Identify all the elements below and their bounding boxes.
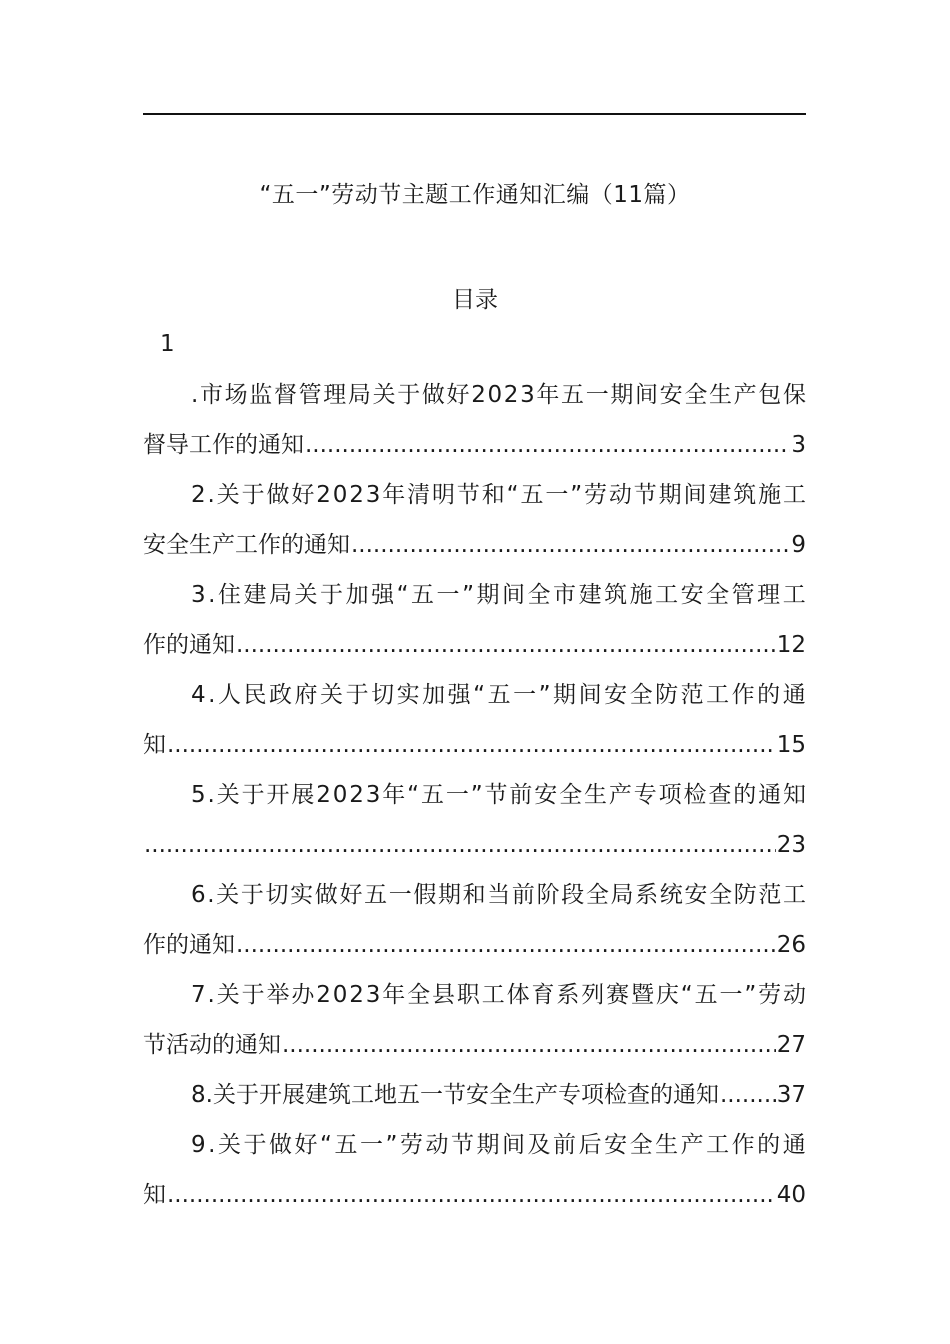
toc-char: 于 [240,882,264,908]
toc-char: 间 [502,1132,526,1158]
toc-char: 安 [684,882,708,908]
toc-char: 生 [583,782,607,808]
toc-char: “ [473,682,486,708]
toc-char: 2 [316,482,331,508]
toc-char: 查 [708,782,732,808]
toc-char: 建 [578,582,602,608]
toc-char: 一 [719,982,743,1008]
toc-char: . [207,782,215,808]
toc-char: 于 [243,1132,267,1158]
toc-entry-4-line2[interactable] [143,727,806,763]
toc-char: 2 [316,782,331,808]
toc-char: 节 [484,782,508,808]
toc-char: 的 [733,782,757,808]
toc-char: 4 [191,682,206,708]
toc-page-number: 27 [776,1032,806,1058]
toc-char: 于 [320,582,344,608]
toc-entry-1-line1[interactable] [143,377,806,413]
toc-char: 工 [706,1132,730,1158]
toc-heading: 目录 [452,287,498,313]
toc-char: 范 [680,682,704,708]
toc-char: 工 [782,882,806,908]
toc-char: 2 [349,482,364,508]
toc-char: ” [462,582,474,608]
toc-char: . [191,382,199,408]
toc-char: 2 [349,982,364,1008]
toc-char: 6 [191,882,206,908]
toc-leader-dots [351,527,790,563]
toc-entry-2-line1[interactable] [143,477,806,513]
toc-char: 一 [445,782,469,808]
toc-char: 安 [659,382,683,408]
toc-char: 间 [683,482,707,508]
toc-char: 动 [425,1132,449,1158]
toc-char: 关 [216,982,240,1008]
toc-entry-9-line1[interactable] [143,1127,806,1163]
toc-entry-6-line2[interactable] [143,927,806,963]
toc-char: 切 [371,682,395,708]
toc-char: “ [680,982,693,1008]
toc-char: 劳 [399,1132,423,1158]
toc-char: 政 [269,682,293,708]
toc-char: 2 [349,782,364,808]
toc-char: 一 [545,482,569,508]
toc-entry-7-line1[interactable] [143,977,806,1013]
toc-char: 全 [407,982,431,1008]
toc-char: ” [538,682,551,708]
toc-char: 期 [610,382,634,408]
toc-char: . [208,1132,216,1158]
toc-char: 劳 [583,482,607,508]
toc-char: 庆 [655,982,679,1008]
toc-char: 市 [199,382,223,408]
toc-char: 于 [241,982,265,1008]
toc-char: 清 [407,482,431,508]
toc-char: 建 [708,482,732,508]
toc-entry-title-cont: 安全生产工作的通知 [143,532,350,558]
toc-char: 实 [396,682,420,708]
toc-char: 和 [481,482,505,508]
toc-leader-dots [236,627,776,663]
toc-char: 好 [294,1132,318,1158]
toc-char: 防 [733,882,757,908]
toc-char: 暨 [631,982,655,1008]
toc-char: 理 [757,582,781,608]
toc-char: 关 [372,382,396,408]
toc-entry-title-cont: 作的通知 [143,632,235,658]
toc-char: 期 [553,682,577,708]
toc-char: 3 [365,982,381,1008]
toc-char: ” [570,482,583,508]
toc-entry-6-line1[interactable] [143,877,806,913]
toc-char: 于 [345,682,369,708]
toc-char: 安 [604,1132,628,1158]
toc-entry-7-line2[interactable] [143,1027,806,1063]
toc-char: ” [744,982,757,1008]
toc-entry-2-line2[interactable] [143,527,806,563]
toc-char: 强 [371,582,395,608]
toc-char: 关 [320,682,344,708]
toc-char: 假 [413,882,437,908]
toc-page-number: 26 [776,932,806,958]
toc-char: 全 [629,1132,653,1158]
toc-char: 县 [432,982,456,1008]
toc-char: 0 [332,982,348,1008]
toc-page-number: 3 [791,432,806,458]
toc-page-number: 15 [776,732,806,758]
toc-char: 安 [680,582,704,608]
toc-entry-title-cont: 督导工作的通知 [143,432,304,458]
toc-char: 系 [556,982,580,1008]
toc-char: 强 [447,682,471,708]
toc-char: 府 [294,682,318,708]
toc-char: 全 [706,582,730,608]
toc-char: 全 [559,782,583,808]
header-rule [143,113,806,115]
toc-char: 3 [191,582,206,608]
toc-char: 工 [782,582,806,608]
toc-leader-dots [305,427,790,463]
toc-char: 动 [608,482,632,508]
toc-entry-title-cont: 作的通知 [143,932,235,958]
toc-char: 场 [224,382,248,408]
toc-char: 年 [382,482,406,508]
toc-leader-dots [167,1177,776,1213]
toc-char: 0 [332,782,348,808]
toc-entry-5-line1[interactable] [143,777,806,813]
toc-char: 产 [608,782,632,808]
toc-char: 期 [658,482,682,508]
toc-char: . [207,982,215,1008]
toc-char: 工 [782,482,806,508]
toc-char: 9 [191,1132,206,1158]
toc-leader-dots [720,1077,776,1113]
toc-char: 展 [291,782,315,808]
toc-char: 工 [655,582,679,608]
toc-char: 于 [241,782,265,808]
toc-char: 节 [450,1132,474,1158]
toc-char: 五 [420,782,444,808]
toc-char: 一 [360,1132,383,1158]
toc-char: 育 [531,982,555,1008]
toc-char: 3 [365,482,381,508]
toc-char: 年 [382,782,406,808]
toc-char: 保 [782,382,806,408]
toc-page-number: 40 [776,1182,806,1208]
toc-char: 局 [269,582,293,608]
toc-char: 项 [658,782,682,808]
toc-char: 节 [633,482,657,508]
toc-entry-4-line1[interactable] [143,677,806,713]
toc-char: “ [407,782,420,808]
toc-char: 和 [462,882,486,908]
toc-char: . [207,482,215,508]
toc-char: 3 [365,782,381,808]
toc-char: 全 [684,382,708,408]
toc-char: 阶 [536,882,560,908]
toc-char: 办 [291,982,315,1008]
toc-char: 当 [487,882,511,908]
toc-char: 市 [553,582,577,608]
toc-char: 全 [629,682,653,708]
toc-char: 2 [316,982,331,1008]
toc-char: 5 [191,782,206,808]
toc-char: 局 [610,882,634,908]
toc-char: 管 [731,582,755,608]
toc-char: “ [506,482,519,508]
toc-char: 赛 [606,982,630,1008]
toc-entry-8-line1[interactable] [143,1077,806,1113]
toc-char: 开 [266,782,290,808]
toc-char: 间 [578,682,602,708]
toc-char: 关 [216,882,240,908]
toc-char: 检 [683,782,707,808]
toc-char: 于 [241,482,265,508]
toc-char: 做 [269,1132,293,1158]
toc-char: 专 [633,782,657,808]
toc-char: 切 [265,882,289,908]
toc-entry-title-cont: 知 [143,1182,166,1208]
toc-char: 的 [757,682,781,708]
toc-char: 通 [782,1132,806,1158]
toc-char: 范 [758,882,782,908]
toc-char: 系 [635,882,659,908]
toc-char: 工 [481,982,505,1008]
toc-char: 作 [731,682,755,708]
toc-entry-9-line2[interactable] [143,1177,806,1213]
toc-char: 一 [388,882,412,908]
toc-char: 期 [476,1132,500,1158]
toc-char: . [208,682,216,708]
toc-char: 明 [432,482,456,508]
toc-char: . [208,582,216,608]
toc-char: 一 [585,382,609,408]
toc-char: 劳 [758,982,782,1008]
toc-char: 工 [706,682,730,708]
toc-char: ” [385,1132,398,1158]
toc-char: 民 [243,682,267,708]
toc-char: 年 [536,382,560,408]
toc-char: 好 [446,382,470,408]
toc-char: 全 [527,582,551,608]
toc-char: 做 [266,482,290,508]
toc-char: 管 [298,382,322,408]
toc-char: 统 [659,882,683,908]
toc-char: 0 [487,382,503,408]
toc-char: 期 [476,582,500,608]
toc-char: 生 [655,1132,679,1158]
toc-leader-dots [167,727,776,763]
toc-char: 督 [273,382,297,408]
toc-page-number: 37 [776,1082,806,1108]
toc-char: 全 [709,882,733,908]
toc-char: 五 [364,882,388,908]
toc-page-number: 12 [776,632,806,658]
toc-char: 产 [680,1132,704,1158]
toc-char: 筑 [604,582,628,608]
toc-char: 年 [382,982,406,1008]
toc-char: 关 [294,582,318,608]
toc-char: 局 [347,382,371,408]
toc-char: 理 [323,382,347,408]
toc-char: 生 [708,382,732,408]
toc-char: 动 [782,982,806,1008]
toc-char: . [207,882,215,908]
toc-entry-title: 8.关于开展建筑工地五一节安全生产专项检查的通知 [191,1082,719,1108]
toc-char: 通 [782,682,806,708]
toc-char: 前 [553,1132,577,1158]
toc-char: 加 [422,682,446,708]
toc-char: 一 [436,582,460,608]
toc-char: 五 [487,682,511,708]
toc-char: 一 [513,682,537,708]
toc-leader-dots [236,927,776,963]
toc-char: 包 [758,382,782,408]
toc-char: “ [396,582,409,608]
toc-char: 于 [397,382,421,408]
toc-char: 五 [561,382,585,408]
toc-entry-1-line2[interactable] [143,427,806,463]
toc-entry-title-cont: 节活动的通知 [143,1032,281,1058]
toc-char: 关 [217,1132,241,1158]
toc-char: 五 [411,582,435,608]
toc-char: 作 [731,1132,755,1158]
toc-leader-dots [282,1027,776,1063]
toc-char: 实 [290,882,314,908]
toc-char: 做 [421,382,445,408]
toc-char: 五 [520,482,544,508]
toc-char: 间 [635,382,658,408]
toc-char: 安 [604,682,628,708]
toc-char: 节 [456,482,480,508]
document-title: “五一”劳动节主题工作通知汇编（11篇） [259,182,691,208]
toc-char: 知 [782,782,806,808]
toc-char: 关 [216,482,240,508]
toc-char: 好 [291,482,315,508]
toc-char: 好 [339,882,363,908]
toc-char: ” [470,782,483,808]
toc-entry-3-line1[interactable] [143,577,806,613]
toc-char: 段 [561,882,585,908]
toc-char: 五 [334,1132,358,1158]
toc-char: 加 [345,582,369,608]
toc-char: 全 [585,882,609,908]
toc-leader-dots [144,827,776,863]
toc-char: 列 [581,982,605,1008]
toc-char: 3 [520,382,535,408]
toc-stray-number: 1 [160,331,175,357]
toc-char: “ [320,1132,332,1158]
toc-char: 通 [758,782,782,808]
toc-char: 前 [509,782,533,808]
toc-char: 职 [456,982,480,1008]
toc-char: 后 [578,1132,602,1158]
toc-char: 施 [758,482,782,508]
toc-char: 人 [217,682,241,708]
toc-char: 防 [655,682,679,708]
toc-char: 关 [216,782,240,808]
toc-char: 的 [757,1132,781,1158]
toc-entry-5-line2[interactable] [143,827,806,863]
toc-entry-3-line2[interactable] [143,627,806,663]
toc-char: 安 [534,782,558,808]
toc-char: 0 [332,482,348,508]
toc-char: 及 [527,1132,551,1158]
toc-char: 前 [511,882,535,908]
toc-char: 间 [502,582,526,608]
toc-page-number: 23 [776,832,806,858]
toc-char: 举 [266,982,290,1008]
toc-char: 做 [314,882,338,908]
toc-char: 监 [249,382,273,408]
toc-char: 产 [733,382,757,408]
toc-char: 建 [243,582,267,608]
toc-char: 2 [503,382,519,408]
toc-page-number: 9 [791,532,806,558]
toc-char: 体 [506,982,530,1008]
toc-char: 施 [629,582,653,608]
toc-entry-title-cont: 知 [143,732,166,758]
toc-char: 期 [438,882,461,908]
toc-char: 住 [217,582,241,608]
toc-char: 7 [191,982,206,1008]
toc-char: 筑 [733,482,757,508]
toc-char: 2 [471,382,486,408]
toc-char: 2 [191,482,206,508]
toc-char: 五 [694,982,718,1008]
